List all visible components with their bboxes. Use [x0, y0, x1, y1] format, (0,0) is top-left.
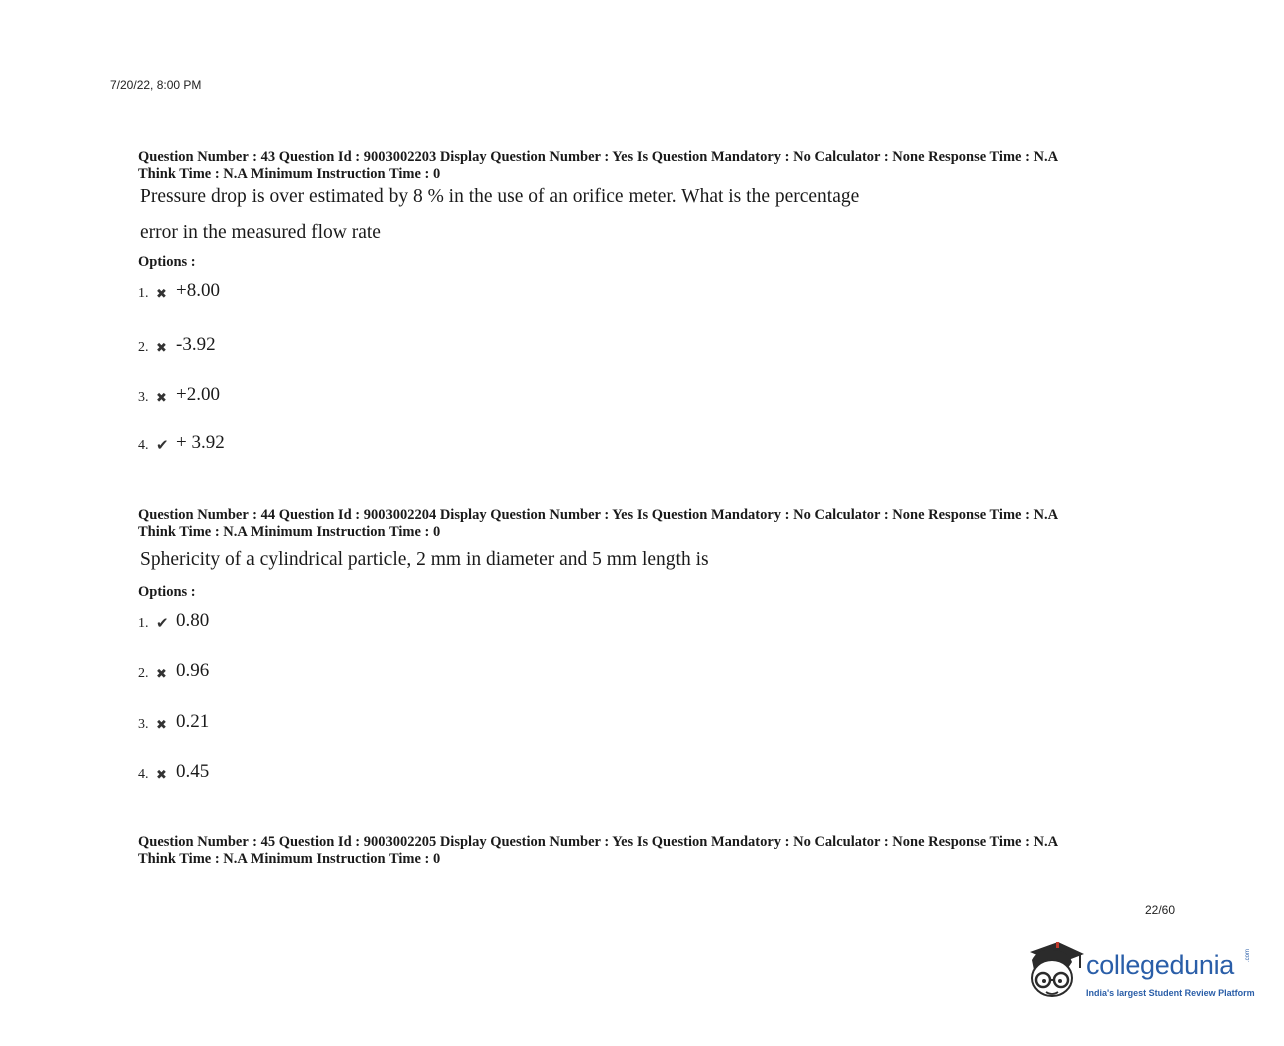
cross-icon: ✖	[156, 340, 167, 355]
option-value: + 3.92	[176, 432, 225, 453]
cross-icon: ✖	[156, 390, 167, 405]
check-icon: ✔	[156, 438, 169, 454]
option-value: 0.96	[176, 660, 210, 681]
option-number: 4.	[138, 438, 149, 453]
cross-icon: ✖	[156, 767, 167, 782]
question-meta-line: Think Time : N.A Minimum Instruction Time : 0	[138, 851, 441, 867]
question-43-text-line-1: Pressure drop is over estimated by 8 % in the use of an orifice meter. What is the percentage	[140, 186, 860, 207]
cross-icon: ✖	[156, 717, 167, 732]
question-43-meta	[138, 149, 1148, 183]
option-row	[138, 280, 220, 302]
option-value: +2.00	[176, 384, 220, 405]
logo-tld: .com	[1245, 948, 1251, 962]
option-number: 3.	[138, 390, 149, 405]
question-meta-line: Question Number : 44 Question Id : 9003002204 Display Question Number : Yes Is Question Mandatory : No Calculator : None Response Time : N.A	[138, 507, 1059, 523]
cross-icon: ✖	[156, 666, 167, 681]
page-number: 22/60	[1145, 903, 1176, 917]
option-value: 0.21	[176, 711, 210, 732]
check-icon: ✔	[156, 616, 169, 632]
option-value: 0.80	[176, 610, 210, 631]
option-number: 1.	[138, 286, 149, 301]
option-row	[138, 610, 209, 632]
question-meta-line: Question Number : 45 Question Id : 9003002205 Display Question Number : Yes Is Question Mandatory : No Calculator : None Response Time : N.A	[138, 834, 1059, 850]
question-meta-line: Think Time : N.A Minimum Instruction Time : 0	[138, 166, 441, 182]
print-timestamp: 7/20/22, 8:00 PM	[110, 78, 202, 92]
option-value: +8.00	[176, 280, 220, 301]
cross-icon: ✖	[156, 286, 167, 301]
option-number: 4.	[138, 767, 149, 782]
option-number: 2.	[138, 666, 149, 681]
option-value: -3.92	[176, 334, 216, 355]
option-row	[138, 711, 209, 733]
question-45-meta	[138, 834, 1148, 868]
question-43-text-line-2: error in the measured flow rate	[140, 222, 381, 243]
option-row	[138, 334, 216, 356]
option-value: 0.45	[176, 761, 210, 782]
option-row	[138, 432, 225, 454]
option-row	[138, 761, 209, 783]
collegedunia-logo	[1024, 938, 1256, 1010]
question-meta-line: Think Time : N.A Minimum Instruction Time : 0	[138, 524, 441, 540]
option-number: 3.	[138, 717, 149, 732]
option-row	[138, 384, 220, 406]
question-44-meta	[138, 507, 1148, 541]
options-label: Options :	[138, 584, 196, 600]
logo-tagline: India's largest Student Review Platform	[1086, 988, 1255, 998]
option-number: 1.	[138, 616, 149, 631]
mascot-icon	[1024, 938, 1086, 1010]
question-meta-line: Question Number : 43 Question Id : 9003002203 Display Question Number : Yes Is Question Mandatory : No Calculator : None Response Time : N.A	[138, 149, 1059, 165]
option-number: 2.	[138, 340, 149, 355]
option-row	[138, 660, 209, 682]
logo-wordmark: collegedunia	[1086, 950, 1235, 980]
question-44-text-line-1: Sphericity of a cylindrical particle, 2 mm in diameter and 5 mm length is	[140, 549, 709, 570]
options-label: Options :	[138, 254, 196, 270]
